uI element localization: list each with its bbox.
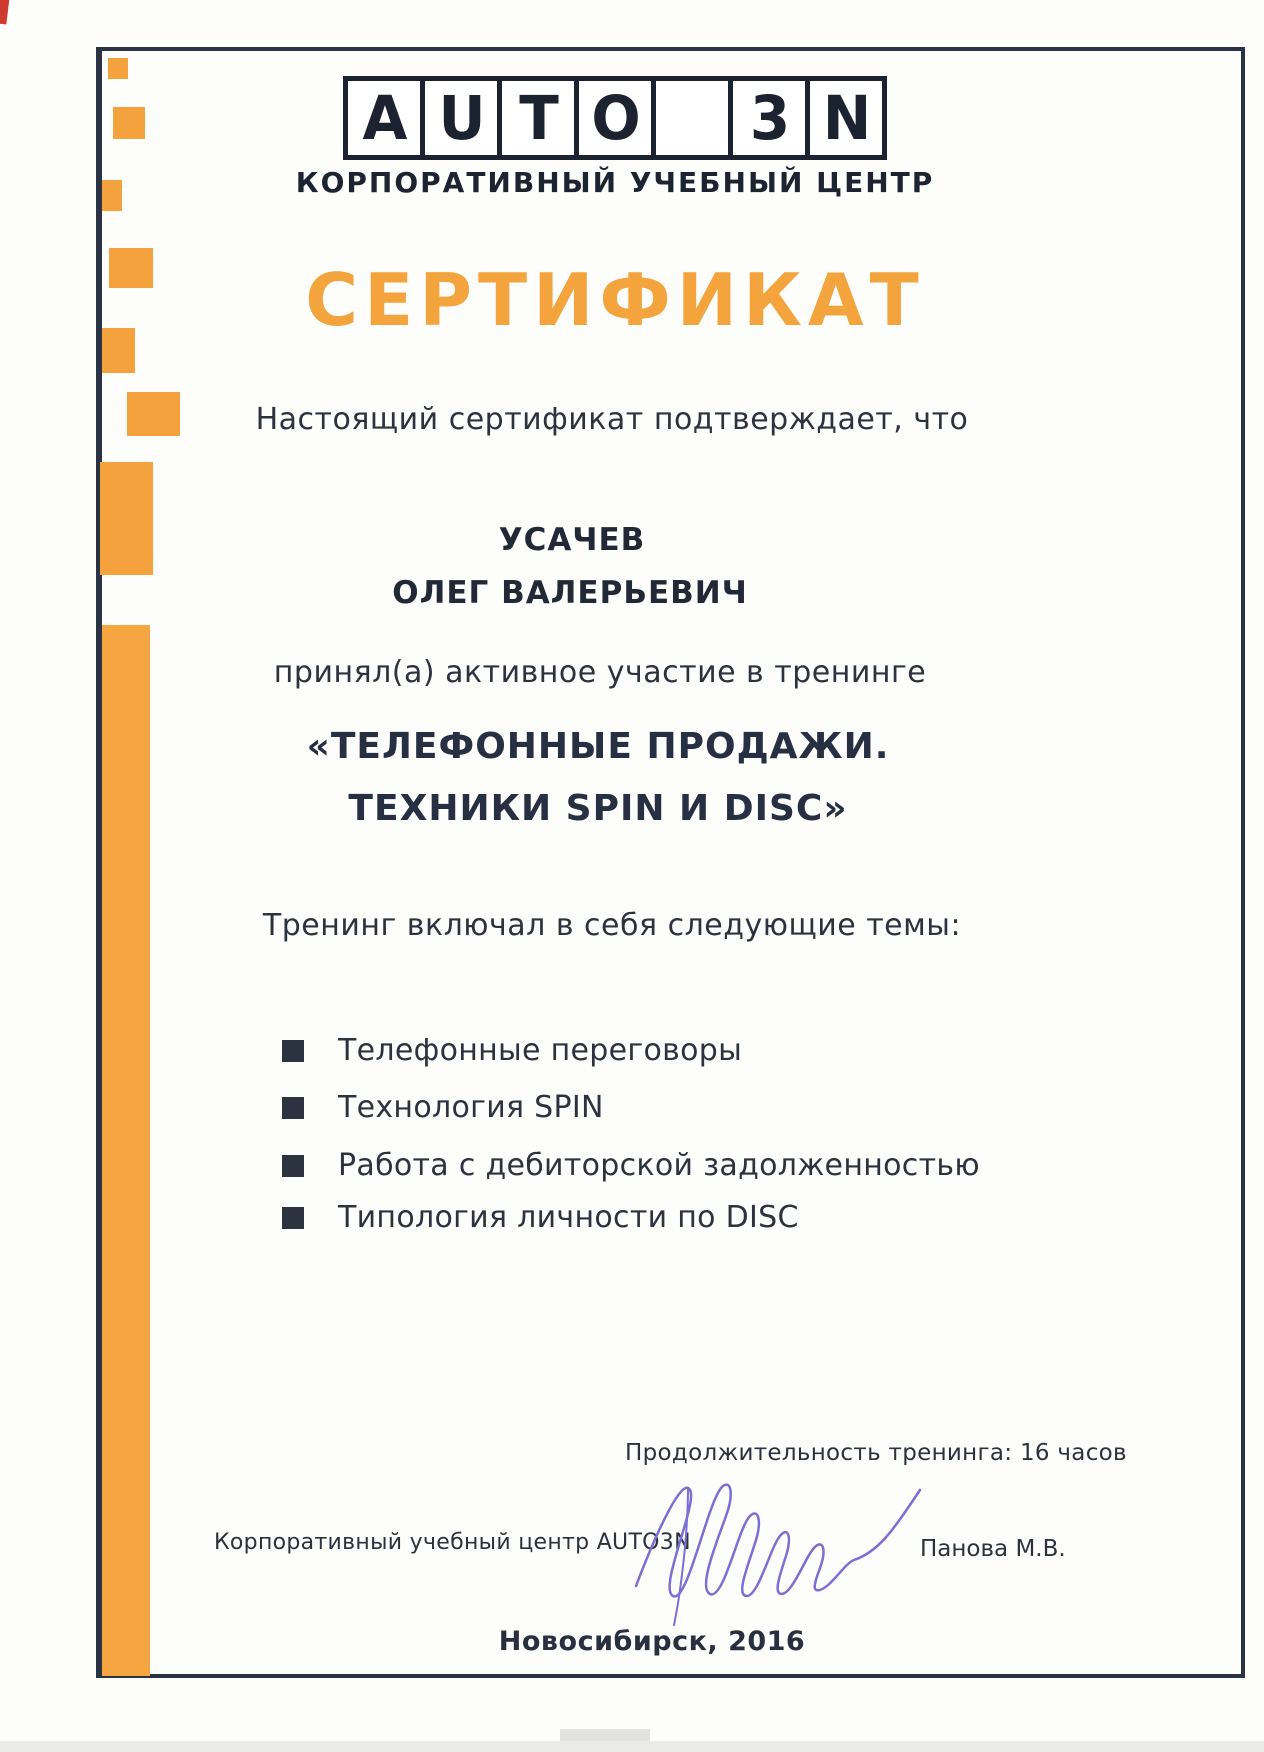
scan-artifact-bottom-strip — [0, 1741, 1264, 1752]
logo-letter: A — [362, 82, 406, 154]
duration-line: Продолжительность тренинга: 16 часов — [625, 1440, 1127, 1466]
logo-cell — [805, 76, 887, 160]
orange-square — [127, 392, 180, 436]
certificate-title: СЕРТИФИКАТ — [305, 258, 925, 342]
orange-square — [113, 107, 145, 139]
logo-letter: 3 — [749, 82, 789, 154]
square-bullet-icon — [282, 1207, 304, 1229]
training-title-line2: ТЕХНИКИ SPIN И DISC» — [348, 788, 848, 829]
logo-letter: T — [519, 82, 557, 154]
logo-cell — [420, 76, 502, 160]
logo-cell — [728, 76, 810, 160]
orange-square — [109, 248, 153, 288]
logo-cell — [343, 76, 425, 160]
training-title-line1: «ТЕЛЕФОННЫЕ ПРОДАЖИ. — [306, 726, 890, 767]
logo-letter: U — [438, 82, 484, 154]
orange-square — [108, 58, 128, 79]
topic-label: Работа с дебиторской задолженностью — [338, 1148, 980, 1183]
topic-item — [282, 1200, 799, 1235]
logo-cell — [574, 76, 656, 160]
square-bullet-icon — [282, 1040, 304, 1062]
topic-item — [282, 1090, 604, 1125]
scan-artifact-red-mark — [0, 0, 10, 25]
logo-cell-empty — [651, 76, 733, 160]
auto3n-logo — [343, 76, 887, 160]
signer-name: Панова М.В. — [920, 1536, 1066, 1562]
recipient-last-name: УСАЧЕВ — [498, 522, 646, 558]
city-year-line: Новосибирск, 2016 — [498, 1626, 806, 1657]
orange-square — [100, 462, 153, 575]
square-bullet-icon — [282, 1155, 304, 1177]
topic-label: Технология SPIN — [338, 1090, 604, 1125]
scan-artifact-bottom-smudge — [560, 1729, 650, 1741]
logo-cell — [497, 76, 579, 160]
topic-item — [282, 1033, 742, 1068]
square-bullet-icon — [282, 1097, 304, 1119]
logo-letter: N — [822, 82, 870, 154]
orange-square — [102, 180, 122, 211]
issuer-line: Корпоративный учебный центр AUTO3N — [214, 1530, 691, 1555]
orange-square — [102, 328, 135, 373]
training-center-subtitle: КОРПОРАТИВНЫЙ УЧЕБНЫЙ ЦЕНТР — [295, 166, 935, 199]
topic-label: Телефонные переговоры — [338, 1033, 743, 1068]
topic-item — [282, 1148, 980, 1183]
topics-intro-line: Тренинг включал в себя следующие темы: — [262, 908, 962, 943]
orange-bar — [102, 625, 150, 1676]
participation-line: принял(а) активное участие в тренинге — [273, 655, 927, 690]
signature — [628, 1468, 928, 1628]
logo-letter: O — [591, 82, 639, 154]
recipient-first-patronymic: ОЛЕГ ВАЛЕРЬЕВИЧ — [392, 575, 748, 611]
topic-label: Типология личности по DISC — [338, 1200, 799, 1235]
intro-line: Настоящий сертификат подтверждает, что — [255, 402, 969, 437]
